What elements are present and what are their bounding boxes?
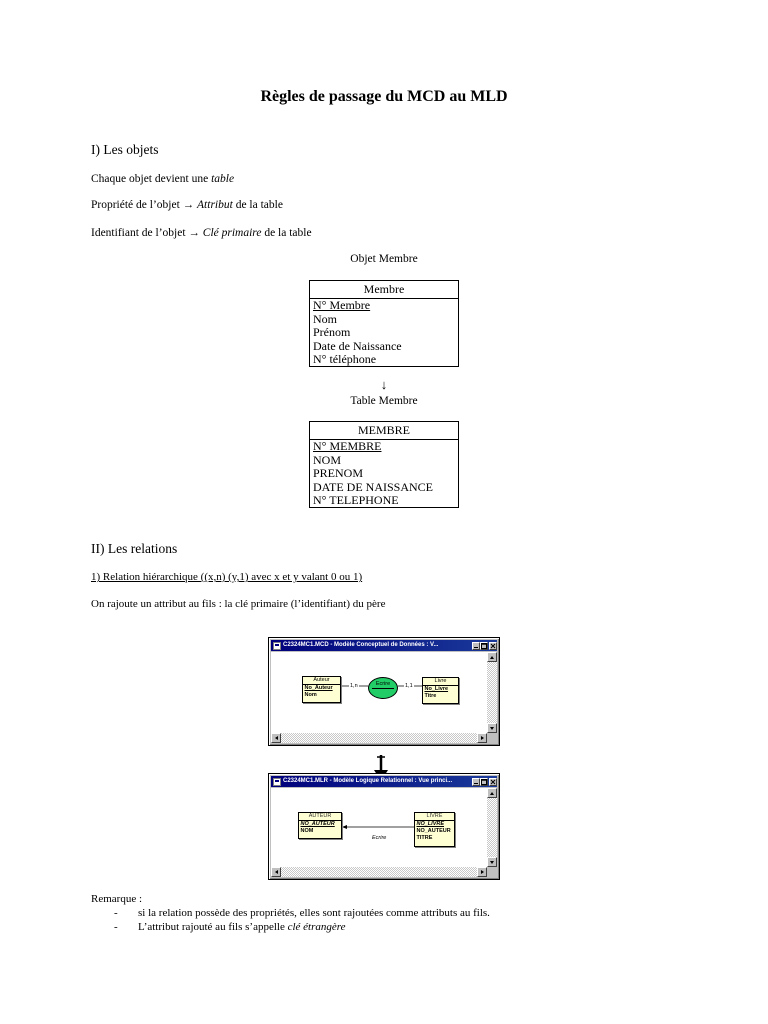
scroll-up-button — [487, 788, 497, 798]
mcd-window-title-bar — [271, 640, 497, 651]
object-attribute: Date de Naissance — [313, 338, 402, 353]
object-caption: Objet Membre — [350, 253, 418, 265]
table-columns — [310, 440, 458, 508]
association-name: Ecrire — [375, 681, 391, 687]
vertical-scrollbar — [487, 652, 497, 733]
rule-emphasis: Attribut — [197, 199, 233, 211]
mld-window — [268, 773, 500, 880]
table-primary-key: N° MEMBRE — [313, 439, 382, 453]
table-name: AUTEUR — [299, 813, 341, 821]
remark-label: Remarque : — [91, 893, 143, 905]
maximize-button — [480, 778, 488, 786]
table-primary-key: NO_AUTEUR — [300, 821, 335, 827]
entity-attribute: Titre — [424, 693, 437, 699]
remark-emphasis: clé étrangère — [287, 921, 346, 933]
entity-livre — [422, 677, 459, 704]
object-name: Membre — [310, 281, 458, 299]
arrow-right-icon — [481, 736, 484, 740]
page-title: Règles de passage du MCD au MLD — [260, 88, 508, 105]
section-heading-relations: II) Les relations — [91, 541, 178, 556]
close-icon — [490, 779, 496, 785]
scroll-left-button — [271, 867, 281, 877]
remark-text: si la relation possède des propriétés, elles sont rajoutées comme attributs au fils. — [138, 907, 490, 919]
vertical-scrollbar — [487, 788, 497, 867]
scroll-left-button — [271, 733, 281, 743]
mcd-diagram-canvas — [271, 652, 487, 733]
rule-text-end: de la table — [261, 227, 312, 239]
scroll-down-button — [487, 857, 497, 867]
relation-rule: On rajoute un attribut au fils : la clé primaire (l’identifiant) du père — [91, 598, 386, 610]
cardinality-auteur: 1,n — [350, 683, 358, 689]
rule-text-end: de la table — [232, 199, 283, 211]
mld-window-title: C2324MC1.MLR - Modèle Logique Relationnel : Vue princi... — [283, 778, 453, 784]
mcd-window — [268, 637, 500, 746]
horizontal-scrollbar — [271, 867, 487, 877]
arrow-up-icon — [490, 656, 494, 659]
table-primary-key: NO_LIVRE — [416, 821, 445, 827]
horizontal-scrollbar — [271, 733, 487, 743]
table-livre — [414, 812, 455, 847]
rule-object-table — [91, 171, 234, 187]
object-attribute: N° téléphone — [313, 352, 377, 367]
rule-emphasis: table — [211, 173, 235, 185]
arrow-left-icon — [275, 736, 278, 740]
remark-text: L’attribut rajouté au fils s’appelle — [138, 921, 288, 933]
rule-text: Identifiant de l’objet → — [91, 227, 203, 239]
table-name: MEMBRE — [310, 422, 458, 440]
remark-item — [138, 906, 490, 920]
arrow-left-icon — [275, 870, 278, 874]
entity-identifier: No_Livre — [424, 686, 449, 692]
remark-bullet: - — [114, 907, 118, 919]
minimize-icon — [473, 643, 479, 649]
object-identifier: N° Membre — [313, 298, 371, 312]
table-name: LIVRE — [415, 813, 454, 821]
arrow-down-icon — [490, 727, 494, 730]
object-attribute: Prénom — [313, 325, 351, 340]
entity-attribute: Nom — [304, 692, 317, 698]
down-arrow: ↓ — [380, 377, 388, 392]
scroll-down-button — [487, 723, 497, 733]
rule-text: Propriété de l’objet → — [91, 199, 198, 211]
arrow-down-icon — [490, 861, 494, 864]
mcd-window-title: C2324MC1.MCD - Modèle Conceptuel de Données : V... — [283, 642, 439, 648]
table-column: DATE DE NAISSANCE — [313, 479, 433, 494]
table-auteur — [298, 812, 342, 839]
minimize-icon — [473, 779, 479, 785]
reference-label: Ecrire — [372, 835, 387, 841]
maximize-button — [480, 642, 488, 650]
rule-emphasis: Clé primaire — [202, 227, 262, 239]
scroll-right-button — [477, 733, 487, 743]
table-column: TITRE — [416, 835, 433, 841]
document-icon — [273, 778, 281, 786]
table-column: NOM — [300, 828, 314, 834]
relation-subheading: 1) Relation hiérarchique ((x,n) (y,1) avec x et y valant 0 ou 1) — [91, 571, 363, 583]
minimize-button — [472, 642, 480, 650]
association-separator — [372, 688, 394, 689]
scroll-up-button — [487, 652, 497, 662]
table-column: N° TELEPHONE — [313, 493, 399, 508]
scrollbar-corner — [487, 867, 497, 877]
cardinality-livre: 1,1 — [405, 683, 413, 689]
entity-auteur — [302, 676, 341, 703]
remark-item — [138, 920, 346, 934]
rule-text: Chaque objet devient une — [91, 173, 212, 185]
mld-window-title-bar — [271, 776, 497, 787]
object-attribute: Nom — [313, 311, 337, 326]
entity-name: Auteur — [303, 677, 340, 685]
arrow-right-icon — [481, 870, 484, 874]
minimize-button — [472, 778, 480, 786]
association-ecrire — [368, 677, 398, 699]
maximize-icon — [481, 779, 487, 785]
scroll-right-button — [477, 867, 487, 877]
arrow-up-icon — [490, 792, 494, 795]
remark-bullet: - — [114, 921, 118, 933]
mld-diagram-canvas — [271, 788, 487, 867]
entity-identifier: No_Auteur — [304, 685, 333, 691]
scrollbar-corner — [487, 733, 497, 743]
close-button — [489, 642, 497, 650]
table-column: PRENOM — [313, 466, 364, 481]
table-foreign-key: NO_AUTEUR — [416, 828, 451, 834]
table-membre-box — [309, 421, 459, 508]
maximize-icon — [481, 643, 487, 649]
object-attributes — [310, 299, 458, 367]
close-button — [489, 778, 497, 786]
object-membre-box — [309, 280, 459, 367]
table-caption: Table Membre — [350, 395, 418, 407]
rule-identifier-primary-key — [91, 225, 312, 241]
document-icon — [273, 642, 281, 650]
reference-arrowhead — [342, 825, 347, 829]
entity-name: Livre — [423, 678, 458, 686]
close-icon — [490, 643, 496, 649]
section-heading-objects: I) Les objets — [91, 142, 159, 157]
rule-property-attribute — [91, 197, 283, 213]
table-column: NOM — [313, 452, 342, 467]
